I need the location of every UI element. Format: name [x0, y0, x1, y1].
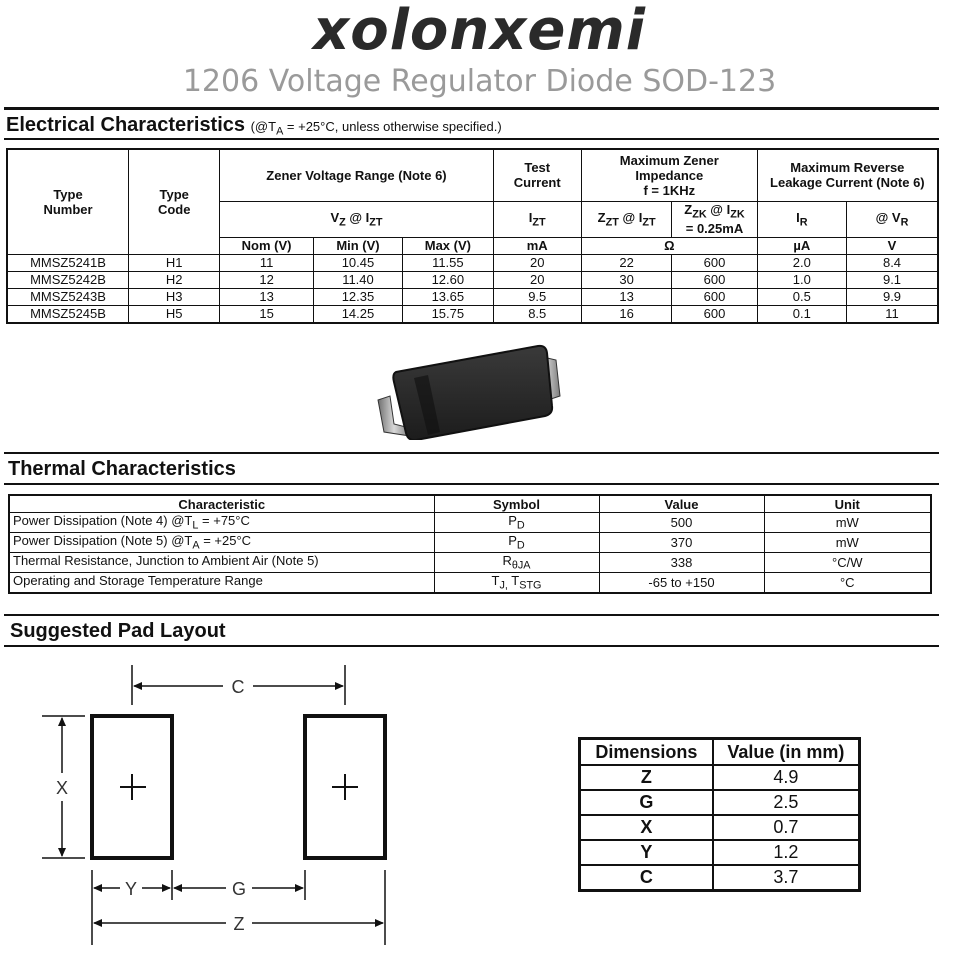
cell-zzt: 16: [581, 305, 671, 323]
cell-izt: 9.5: [493, 288, 581, 305]
header-unit-ua: µA: [757, 237, 846, 254]
cell-izt: 20: [493, 254, 581, 271]
cell-min: 14.25: [313, 305, 402, 323]
cell-symbol: $R_{\theta JA}$: [434, 553, 599, 573]
cell-value: -65 to +150: [599, 573, 764, 594]
cell-min: 10.45: [313, 254, 402, 271]
thermal-section-title: Thermal Characteristics: [8, 458, 236, 480]
header-characteristic: Characteristic: [9, 495, 434, 513]
divider: [4, 483, 939, 485]
cell-dimension-value: 3.7: [713, 865, 860, 891]
cell-characteristic: Power Dissipation (Note 5) $@T_A = +25^\circ C$: [9, 533, 434, 553]
table-row: [9, 533, 931, 553]
cell-vr: 9.9: [847, 288, 938, 305]
header-at-vr: @ $V_R$: [847, 201, 938, 237]
table-row: [580, 840, 860, 865]
cell-symbol: $P_D$: [434, 533, 599, 553]
cell-characteristic: Thermal Resistance, Junction to Ambient Air (Note 5): [9, 553, 434, 573]
cell-zzt: 13: [581, 288, 671, 305]
cell-dimension-value: 0.7: [713, 815, 860, 840]
header-zzk-at-izk: $Z_{ZK}$ @ $I_{ZK}$ = 0.25mA: [672, 201, 757, 237]
cell-characteristic: Operating and Storage Temperature Range: [9, 573, 434, 594]
cell-max: 12.60: [403, 271, 493, 288]
header-ir: $I_R$: [757, 201, 846, 237]
header-unit-v: V: [847, 237, 938, 254]
table-row: [9, 573, 931, 594]
cell-dimension: X: [580, 815, 713, 840]
header-unit: Unit: [764, 495, 931, 513]
cell-izt: 20: [493, 271, 581, 288]
cell-max: 15.75: [403, 305, 493, 323]
header-max: Max (V): [403, 237, 493, 254]
cell-type-code: H2: [129, 271, 220, 288]
cell-ir: 0.5: [757, 288, 846, 305]
dim-label-c: C: [231, 677, 245, 697]
cell-unit: °C: [764, 573, 931, 594]
divider: [4, 107, 939, 110]
table-row: [580, 790, 860, 815]
header-zzt-at-izt: $Z_{ZT}$ @ $I_{ZT}$: [581, 201, 671, 237]
header-vz-at-izt: $V_Z$ @ $I_{ZT}$: [220, 201, 493, 237]
cell-type-number: MMSZ5241B: [7, 254, 129, 271]
cell-type-code: H5: [129, 305, 220, 323]
divider: [4, 645, 939, 647]
cell-zzt: 22: [581, 254, 671, 271]
cell-unit: mW: [764, 513, 931, 533]
pad-layout-section-title: Suggested Pad Layout: [10, 620, 226, 642]
divider: [4, 614, 939, 616]
header-value-mm: Value (in mm): [713, 739, 860, 766]
table-row: [9, 513, 931, 533]
table-row: [580, 865, 860, 891]
cell-dimension: Y: [580, 840, 713, 865]
divider: [4, 138, 939, 140]
cell-type-number: MMSZ5243B: [7, 288, 129, 305]
cell-zzt: 30: [581, 271, 671, 288]
electrical-note: ($@T_A = +25^\circ C$, unless otherwise specified.): [250, 119, 502, 138]
product-subtitle: 1206 Voltage Regulator Diode SOD-123: [182, 64, 777, 99]
cell-zzk: 600: [672, 305, 757, 323]
table-row: [7, 271, 938, 288]
cell-zzk: 600: [672, 288, 757, 305]
cell-dimension-value: 4.9: [713, 765, 860, 790]
cell-ir: 2.0: [757, 254, 846, 271]
cell-ir: 0.1: [757, 305, 846, 323]
cell-nom: 11: [220, 254, 313, 271]
header-type-code: Type Code: [129, 149, 220, 254]
dimensions-table: [578, 737, 861, 892]
table-row: [7, 288, 938, 305]
dim-label-z: Z: [233, 914, 245, 934]
cell-vr: 8.4: [847, 254, 938, 271]
cell-vr: 11: [847, 305, 938, 323]
header-unit-ohm: Ω: [581, 237, 757, 254]
thermal-characteristics-table: [8, 494, 932, 594]
cell-max: 11.55: [403, 254, 493, 271]
cell-vr: 9.1: [847, 271, 938, 288]
cell-unit: °C/W: [764, 553, 931, 573]
cell-symbol: $T_{J,}$ $T_{STG}$: [434, 573, 599, 594]
dim-label-x: X: [55, 778, 69, 798]
cell-dimension-value: 2.5: [713, 790, 860, 815]
table-row: [580, 765, 860, 790]
brand-title: xolonxemi: [313, 0, 646, 63]
cell-type-number: MMSZ5245B: [7, 305, 129, 323]
header-unit-ma: mA: [493, 237, 581, 254]
cell-value: 370: [599, 533, 764, 553]
header-izt: $I_{ZT}$: [493, 201, 581, 237]
cell-dimension: G: [580, 790, 713, 815]
cell-dimension: C: [580, 865, 713, 891]
table-row: [9, 553, 931, 573]
cell-zzk: 600: [672, 254, 757, 271]
header-max-reverse-leakage: Maximum Reverse Leakage Current (Note 6): [757, 149, 938, 201]
cell-characteristic: Power Dissipation (Note 4) $@T_L = +75^\circ C$: [9, 513, 434, 533]
pad-layout-diagram: [30, 655, 430, 950]
header-value: Value: [599, 495, 764, 513]
electrical-section-title: Electrical Characteristics ($@T_A = +25^\circ C$, unless otherwise specified.): [6, 114, 502, 138]
cell-min: 11.40: [313, 271, 402, 288]
cell-nom: 12: [220, 271, 313, 288]
cell-max: 13.65: [403, 288, 493, 305]
cell-symbol: $P_D$: [434, 513, 599, 533]
sod123-package-image: [370, 340, 585, 440]
cell-dimension: Z: [580, 765, 713, 790]
header-symbol: Symbol: [434, 495, 599, 513]
header-type-number: Type Number: [7, 149, 129, 254]
cell-dimension-value: 1.2: [713, 840, 860, 865]
cell-nom: 15: [220, 305, 313, 323]
header-dimensions: Dimensions: [580, 739, 713, 766]
header-zener-range: Zener Voltage Range (Note 6): [220, 149, 493, 201]
cell-izt: 8.5: [493, 305, 581, 323]
electrical-characteristics-table: [6, 148, 939, 324]
table-row: [7, 305, 938, 323]
cell-value: 338: [599, 553, 764, 573]
header-nom: Nom (V): [220, 237, 313, 254]
table-row: [580, 815, 860, 840]
cell-type-code: H1: [129, 254, 220, 271]
cell-zzk: 600: [672, 271, 757, 288]
cell-value: 500: [599, 513, 764, 533]
divider: [4, 452, 939, 454]
cell-unit: mW: [764, 533, 931, 553]
cell-min: 12.35: [313, 288, 402, 305]
header-min: Min (V): [313, 237, 402, 254]
cell-type-number: MMSZ5242B: [7, 271, 129, 288]
header-test-current: Test Current: [493, 149, 581, 201]
cell-type-code: H3: [129, 288, 220, 305]
table-row: [7, 254, 938, 271]
header-max-zener-impedance: Maximum Zener Impedance f = 1KHz: [581, 149, 757, 201]
cell-nom: 13: [220, 288, 313, 305]
dim-label-g: G: [231, 879, 247, 899]
cell-ir: 1.0: [757, 271, 846, 288]
dim-label-y: Y: [124, 879, 138, 899]
